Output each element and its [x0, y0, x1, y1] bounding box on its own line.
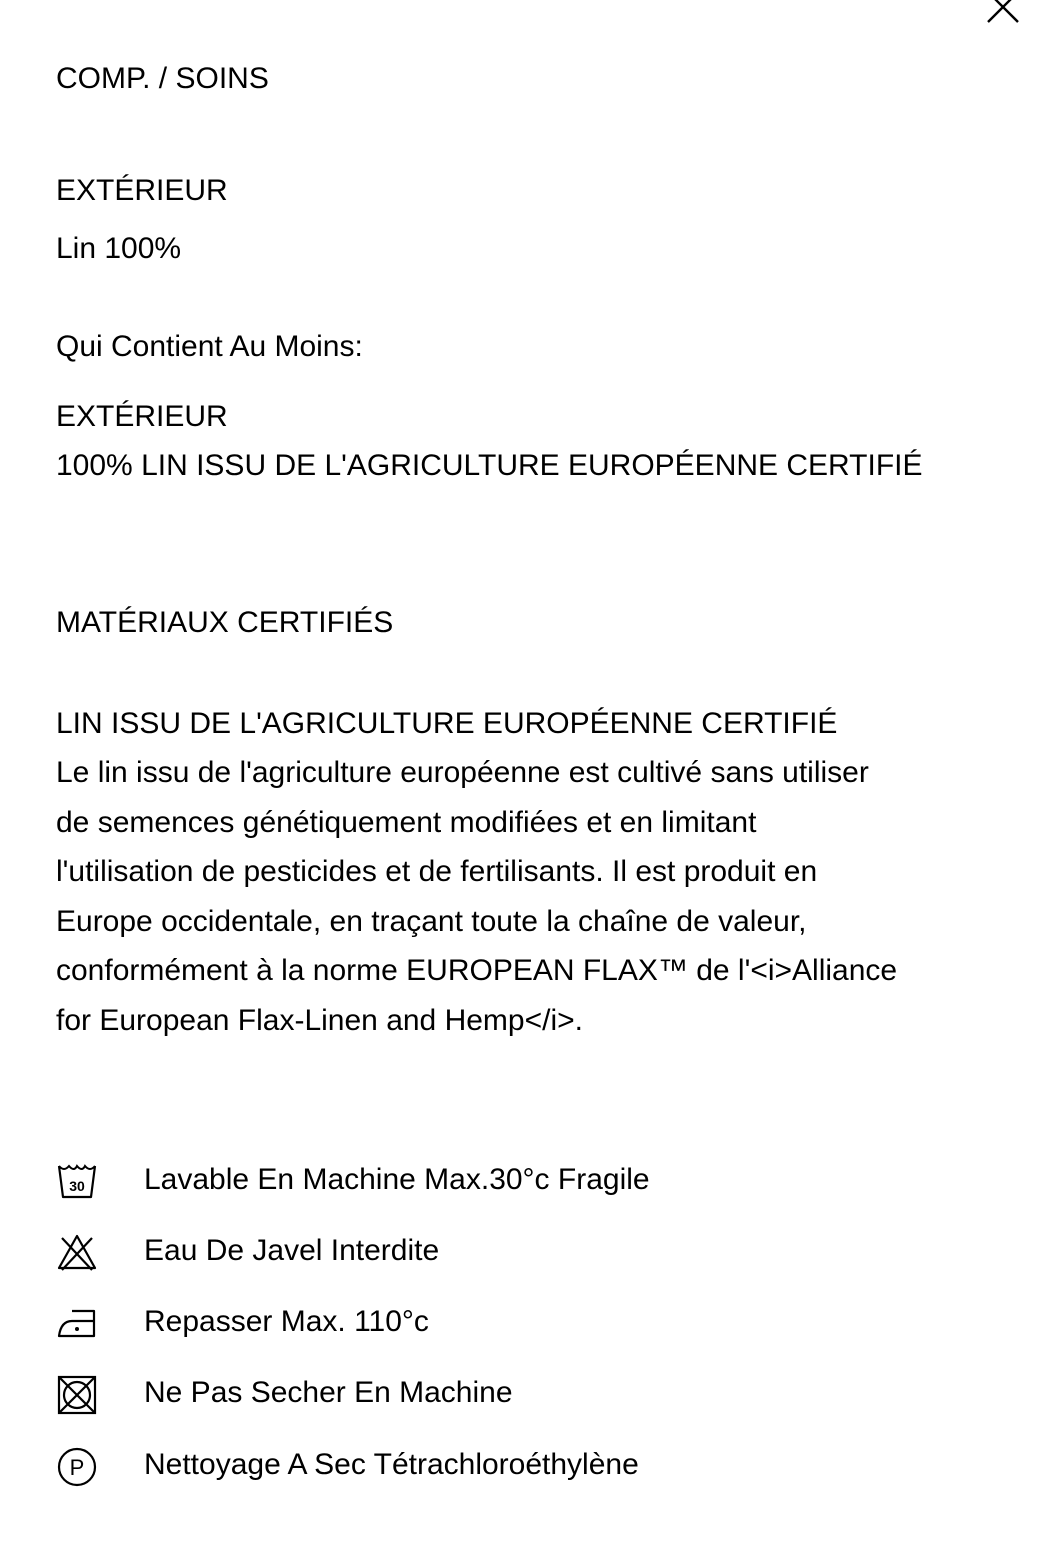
panel-title: COMP. / SOINS [56, 62, 269, 95]
care-label-wash: Lavable En Machine Max.30°c Fragile [144, 1163, 650, 1196]
care-label-iron: Repasser Max. 110°c [144, 1305, 429, 1338]
contains-value: 100% LIN ISSU DE L'AGRICULTURE EUROPÉENNE CERTIFIÉ [56, 449, 923, 482]
close-button[interactable] [976, 0, 1030, 34]
iron-low-icon [56, 1303, 98, 1345]
no-bleach-icon [56, 1232, 98, 1274]
certified-material-name: LIN ISSU DE L'AGRICULTURE EUROPÉENNE CERTIFIÉ [56, 707, 838, 740]
contains-section-label: EXTÉRIEUR [56, 400, 228, 433]
no-tumble-dry-icon [56, 1374, 98, 1416]
care-label-bleach: Eau De Javel Interdite [144, 1234, 440, 1267]
contains-at-least-label: Qui Contient Au Moins: [56, 330, 363, 363]
care-item [56, 1161, 956, 1205]
wash-30-icon-text: 30 [69, 1178, 85, 1194]
certified-materials-heading: MATÉRIAUX CERTIFIÉS [56, 606, 394, 639]
outer-composition-value: Lin 100% [56, 232, 182, 265]
dry-clean-p-icon-text: P [69, 1455, 85, 1480]
outer-section-label: EXTÉRIEUR [56, 174, 228, 207]
close-icon[interactable] [976, 0, 1030, 34]
certified-material-description: Le lin issu de l'agriculture européenne est cultivé sans utiliser de semences génétiquement modifiées et en limitant l'utilisation de pesticides et de fertilisants. Il est produit en Europe occidentale, en traçant toute la chaîne de valeur, conformément à la norme EUROPEAN FLAX™ de l'<i>Alliance for European Flax-Linen and Hemp</i>. [56, 756, 898, 1037]
care-item [56, 1446, 956, 1490]
care-label-dryclean: Nettoyage A Sec Tétrachloroéthylène [144, 1448, 639, 1481]
care-item [56, 1232, 956, 1276]
care-item [56, 1303, 956, 1347]
dry-clean-p-icon [56, 1446, 98, 1488]
wash-30-icon [56, 1161, 98, 1203]
care-item [56, 1374, 956, 1418]
care-label-dry: Ne Pas Secher En Machine [144, 1376, 513, 1409]
